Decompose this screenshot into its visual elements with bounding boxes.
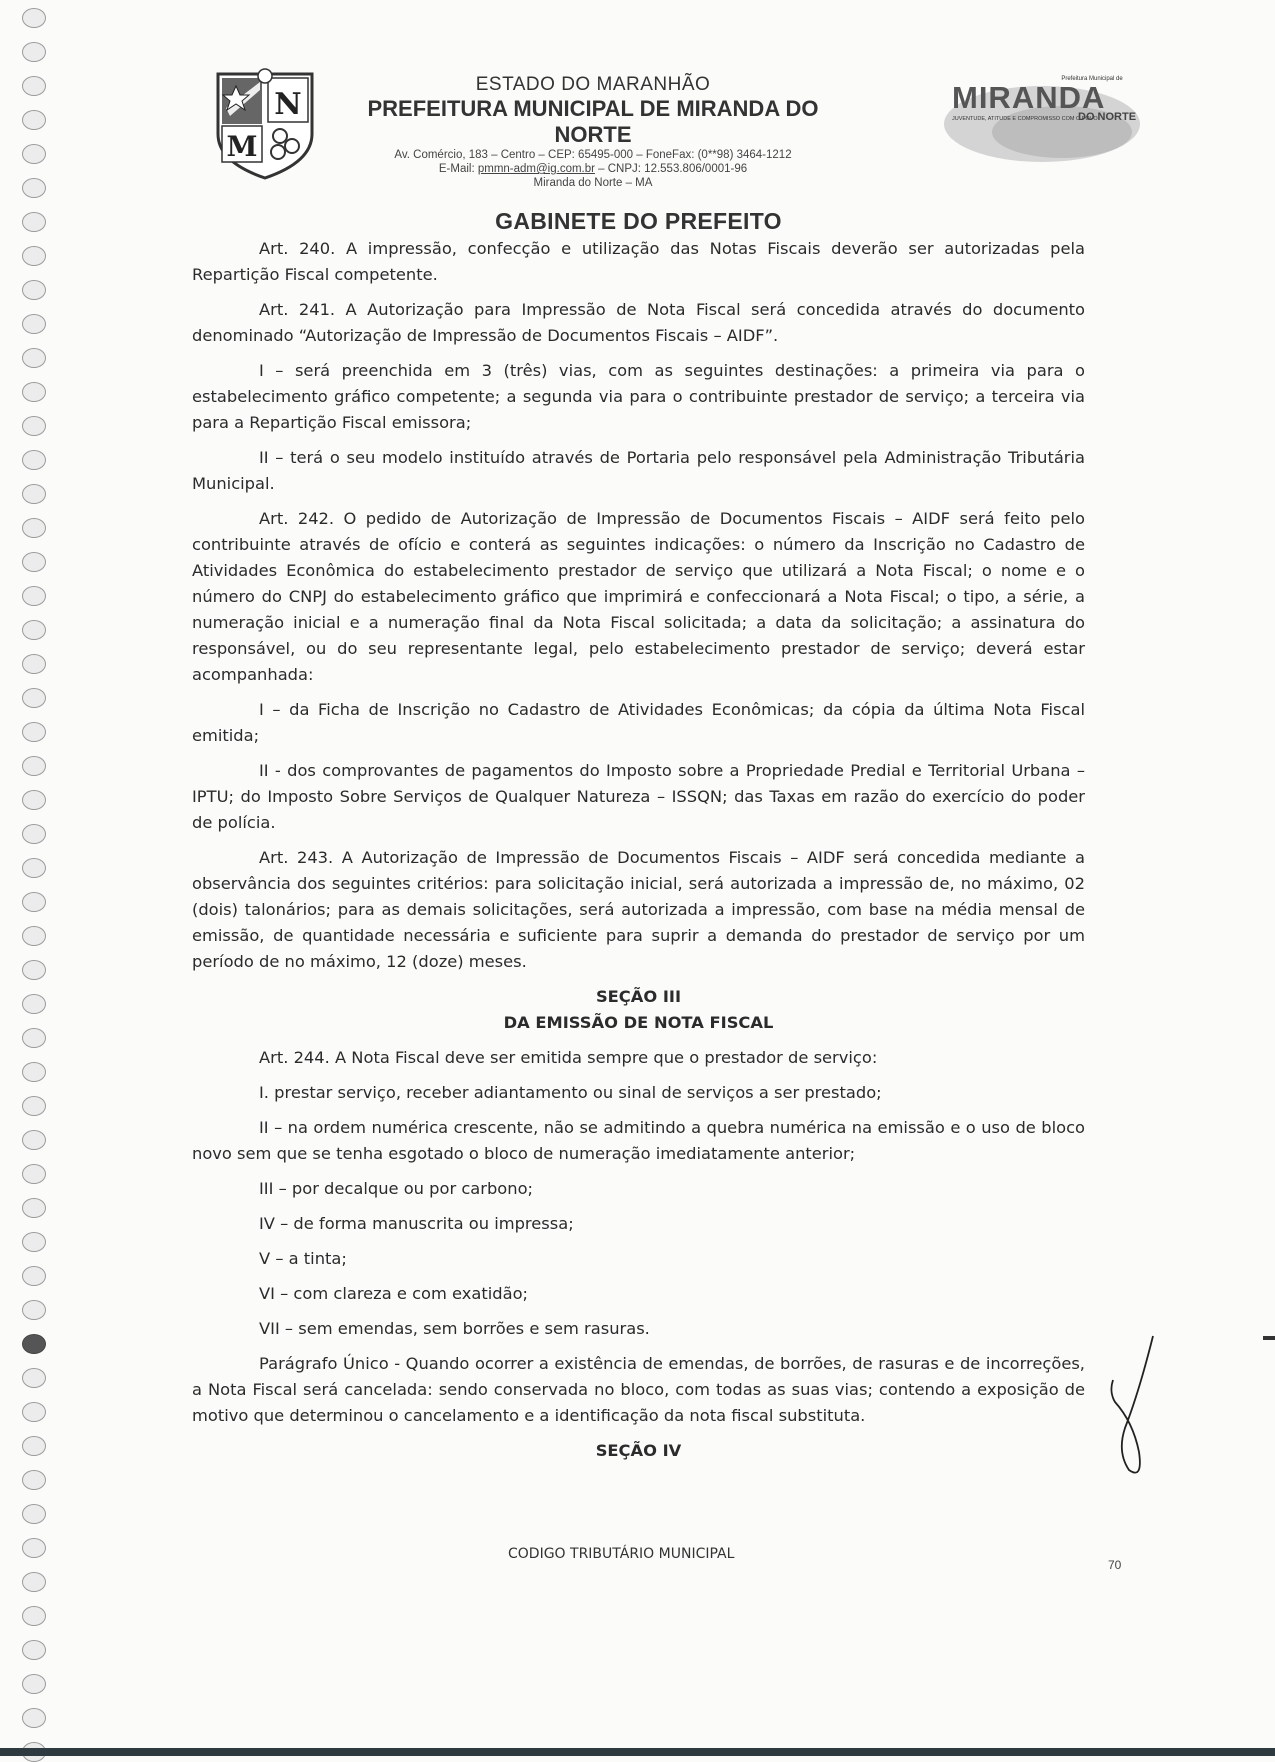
footer-title: CODIGO TRIBUTÁRIO MUNICIPAL — [508, 1546, 735, 1562]
binding-hole — [22, 688, 46, 708]
scan-edge — [0, 1748, 1275, 1756]
binding-hole — [22, 1266, 46, 1286]
document-body — [192, 208, 1085, 1464]
binding-hole — [22, 42, 46, 62]
paragraphs-group-a — [192, 236, 1085, 975]
binding-hole — [22, 1062, 46, 1082]
binding-hole — [22, 1232, 46, 1252]
binding-hole — [22, 1436, 46, 1456]
binding-hole — [22, 1538, 46, 1558]
binding-hole — [22, 1606, 46, 1626]
binding-hole — [22, 382, 46, 402]
binding-hole — [22, 1572, 46, 1592]
binding-hole — [22, 1096, 46, 1116]
binding-hole — [22, 178, 46, 198]
page-title: GABINETE DO PREFEITO — [495, 208, 782, 234]
paragraph-art-244-iv: IV – de forma manuscrita ou impressa; — [259, 1214, 574, 1233]
svg-text:M: M — [226, 130, 258, 163]
binding-hole — [22, 1164, 46, 1184]
state-name: ESTADO DO MARANHÃO — [475, 74, 711, 95]
binding-hole — [22, 960, 46, 980]
binding-hole — [22, 8, 46, 28]
binding-hole — [22, 1368, 46, 1388]
binding-hole — [22, 144, 46, 164]
paragraph-art-241: Art. 241. A Autorização para Impressão de Nota Fiscal será concedida através do documento denominado “Autorização de Impressão de Documentos Fiscais – AIDF”. — [192, 300, 1085, 345]
letterhead-text — [328, 74, 858, 190]
svg-text:N: N — [274, 87, 302, 122]
handwritten-signature-icon — [1095, 1332, 1175, 1482]
svg-text:Prefeitura Municipal de: Prefeitura Municipal de — [1061, 76, 1123, 82]
paragraphs-group-b — [192, 1045, 1085, 1429]
address: Av. Comércio, 183 – Centro – CEP: 65495-000 – FoneFax: (0**98) 3464-1212 — [394, 149, 792, 161]
binding-hole — [22, 1130, 46, 1150]
binding-hole — [22, 620, 46, 640]
binding-hole — [22, 994, 46, 1014]
binding-hole — [22, 518, 46, 538]
paragraph-art-244-vii: VII – sem emendas, sem borrões e sem rasuras. — [259, 1319, 650, 1338]
paragraph-art-244-ii: II – na ordem numérica crescente, não se admitindo a quebra numérica na emissão e o uso de bloco novo sem que se tenha esgotado o bloco de numeração imediatamente anterior; — [192, 1118, 1085, 1163]
paragraph-art-242-ii: II - dos comprovantes de pagamentos do Imposto sobre a Propriedade Predial e Territorial Urbana – IPTU; do Imposto Sobre Serviços de Qualquer Natureza – ISSQN; das Taxas em razão do exercício do poder de polícia. — [192, 761, 1085, 832]
section-iii-heading — [192, 984, 1085, 1036]
binding-hole — [22, 552, 46, 572]
binding-hole — [22, 926, 46, 946]
binding-hole — [22, 790, 46, 810]
binding-hole — [22, 450, 46, 470]
paragraph-art-241-i: I – será preenchida em 3 (três) vias, com as seguintes destinações: a primeira via para o estabelecimento gráfico competente; a segunda via para o contribuinte prestador de serviço; a terceira via para a Repartição Fiscal emissora; — [192, 361, 1085, 432]
email-link[interactable]: pmmn-adm@ig.com.br — [477, 163, 595, 175]
page-number: 70 — [1108, 1558, 1122, 1572]
binding-hole — [22, 1504, 46, 1524]
svg-text:MIRANDA: MIRANDA — [952, 80, 1106, 115]
binding-hole — [22, 824, 46, 844]
paragraph-unico: Parágrafo Único - Quando ocorrer a existência de emendas, de borrões, de rasuras e de incorreções, a Nota Fiscal será cancelada: sendo conservada no bloco, com todas as suas vias; contendo a exposição de motivo que determinou o cancelamento e a identificação da nota fiscal substituta. — [192, 1354, 1085, 1425]
binding-hole — [22, 314, 46, 334]
contact-line — [328, 162, 858, 176]
binding-hole — [22, 1402, 46, 1422]
paragraph-art-244-vi: VI – com clareza e com exatidão; — [259, 1284, 529, 1303]
binding-hole — [22, 858, 46, 878]
binding-hole — [22, 416, 46, 436]
binding-hole — [22, 484, 46, 504]
binding-hole — [22, 76, 46, 96]
email-label: E-Mail: — [438, 163, 478, 175]
paragraph-art-244: Art. 244. A Nota Fiscal deve ser emitida sempre que o prestador de serviço: — [259, 1048, 878, 1067]
paragraph-art-242: Art. 242. O pedido de Autorização de Impressão de Documentos Fiscais – AIDF será feito pelo contribuinte através de ofício e conterá as seguintes indicações: o número da Inscrição no Cadastro de Atividades Econômica do estabelecimento prestador de serviço que utilizará a Nota Fiscal; o nome e o número do CNPJ do estabelecimento gráfico que imprimirá e confeccionará a Nota Fiscal; o tipo, a série, a numeração inicial e a numeração final da Nota Fiscal solicitada; a data da solicitação; a assinatura do responsável, ou do seu representante legal, pelo estabelecimento prestador de serviço; deverá estar acompanhada: — [192, 509, 1085, 684]
binding-hole — [22, 586, 46, 606]
binding-hole — [22, 1708, 46, 1728]
svg-text:DO NORTE: DO NORTE — [1078, 111, 1137, 123]
svg-text:JUVENTUDE, ATITUDE E COMPROMIS: JUVENTUDE, ATITUDE E COMPROMISSO COM O POVO — [952, 116, 1098, 122]
paragraph-art-240: Art. 240. A impressão, confecção e utilização das Notas Fiscais deverão ser autorizadas pela Repartição Fiscal competente. — [192, 239, 1085, 284]
binding-hole — [22, 654, 46, 674]
binding-hole — [22, 722, 46, 742]
binding-hole — [22, 1334, 46, 1354]
paragraph-art-243: Art. 243. A Autorização de Impressão de Documentos Fiscais – AIDF será concedida mediante a observância dos seguintes critérios: para solicitação inicial, será autorizada a impressão de, no máximo, 02 (dois) talonários; para as demais solicitações, será autorizada a impressão, com base na média mensal de emissão, de quantidade necessária e suficiente para suprir a demanda do prestador de serviço por um período de no máximo, 12 (doze) meses. — [192, 848, 1085, 971]
cnpj: – CNPJ: 12.553.806/0001-96 — [594, 163, 748, 175]
paragraph-art-244-iii: III – por decalque ou por carbono; — [259, 1179, 534, 1198]
section-title: DA EMISSÃO DE NOTA FISCAL — [503, 1013, 774, 1032]
binding-hole — [22, 246, 46, 266]
binding-hole — [22, 212, 46, 232]
paragraph-art-241-ii: II – terá o seu modelo instituído através de Portaria pelo responsável pela Administração Tributária Municipal. — [192, 448, 1085, 493]
prefeitura-name: PREFEITURA MUNICIPAL DE MIRANDA DO NORTE — [367, 96, 819, 147]
binding-hole — [22, 280, 46, 300]
binding-hole — [22, 1640, 46, 1660]
binding-hole — [22, 110, 46, 130]
binding-hole — [22, 1470, 46, 1490]
city: Miranda do Norte – MA — [533, 177, 653, 189]
binding-holes — [22, 0, 52, 1756]
municipal-crest-icon — [212, 68, 318, 180]
binding-hole — [22, 1674, 46, 1694]
binding-hole — [22, 348, 46, 368]
binding-hole — [22, 892, 46, 912]
binding-hole — [22, 756, 46, 776]
section-iv-heading: SEÇÃO IV — [595, 1441, 682, 1460]
paragraph-art-244-i: I. prestar serviço, receber adiantamento ou sinal de serviços a ser prestado; — [259, 1083, 882, 1102]
section-number: SEÇÃO III — [595, 987, 682, 1006]
paragraph-art-244-v: V – a tinta; — [259, 1249, 347, 1268]
binding-hole — [22, 1300, 46, 1320]
binding-hole — [22, 1198, 46, 1218]
paragraph-art-242-i: I – da Ficha de Inscrição no Cadastro de Atividades Econômicas; da cópia da última Nota Fiscal emitida; — [192, 700, 1085, 745]
letterhead — [200, 66, 1150, 189]
miranda-logo-icon — [942, 66, 1142, 170]
edge-mark — [1263, 1336, 1275, 1340]
binding-hole — [22, 1028, 46, 1048]
